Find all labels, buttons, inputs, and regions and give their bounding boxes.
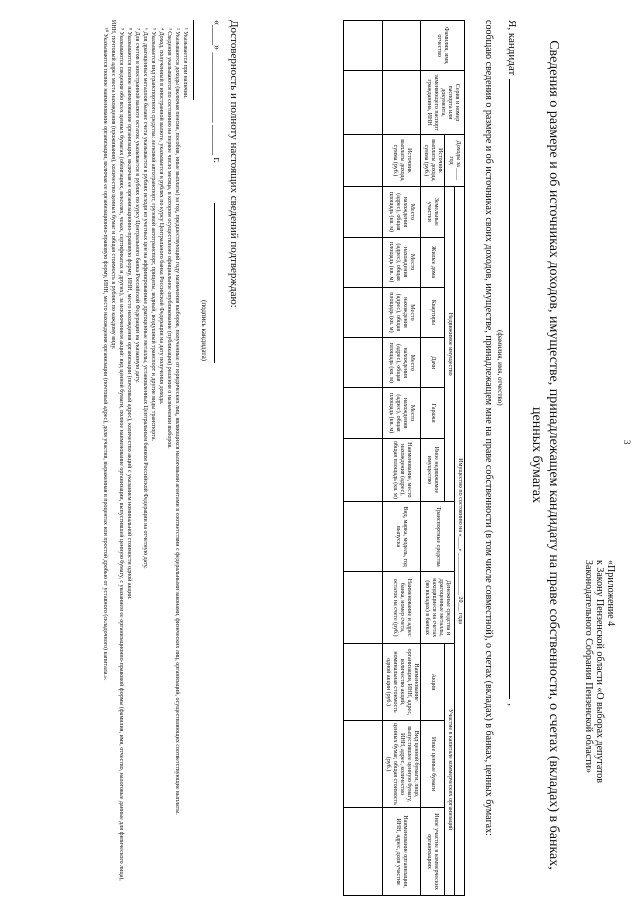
subheader-transport: Вид, марка, модель, год выпуска — [383, 502, 421, 572]
header-passport: Серия и номер паспорта или документа, заменяющего паспорт гражданина, ИНН — [421, 71, 465, 134]
cell-other-participation[interactable] — [344, 808, 383, 896]
confirm-text: Достоверность и полноту настоящих сведений подтверждаю: — [228, 20, 240, 308]
header-other-realty: Иное недвижимое имущество — [421, 438, 445, 501]
cell-garage[interactable] — [344, 388, 383, 438]
date-signature-line — [211, 20, 222, 363]
footnote: ⁴ Доход, полученный в иностранной валюте, указывается в рублях по курсу Центрального банка Российской Федерации на дату получения дохода. — [158, 28, 164, 405]
candidate-caption: (фамилия, имя, отчество) — [496, 330, 504, 406]
cell-dacha[interactable] — [344, 338, 383, 388]
header-shares: Акции — [421, 644, 445, 721]
declaration-table — [343, 20, 465, 896]
footnote: ⁵ Указывается вид транспортного средства: легковой автотранспорт, грузовой автотранспорт, прицепы, водный, воздушный транспорт и другие виды транспорта. — [150, 28, 156, 442]
footnote: ⁷ Для счетов в иностранной валюте остаток указывается в рублях по курсу Центрального банка Российской Федерации на указанную дату. — [134, 28, 140, 383]
cell-other-securities[interactable] — [344, 720, 383, 807]
appendix-line-2: к Закону Пензенской области «О выборах депутатов — [594, 560, 605, 784]
intro-text: сообщаю сведения о размере и об источниках своих доходов, имуществе, принадлежащем мне на праве собственности (в том числе совместной), о счетах (вкладах) в банках, ценных бумагах: — [483, 20, 494, 836]
cell-flat[interactable] — [344, 287, 383, 337]
candidate-prefix: Я, кандидат — [506, 20, 518, 76]
footnotes — [101, 20, 189, 890]
form-title: Сведения о размере и об источниках доходов, имуществе, принадлежащем кандидату на праве собственности, о счетах (вкладах) в банках, ценных бумагах — [529, 40, 561, 870]
signature-caption: (подпись кандидата) — [200, 300, 208, 362]
cell-transport[interactable] — [344, 502, 383, 572]
cell-house[interactable] — [344, 237, 383, 287]
appendix-header — [583, 560, 616, 890]
subheader-other-sec: Вид ценной бумаги, лицо, выпустившее ценную бумагу, ИНН, адрес, количество ценных бумаг, общая стоимость (руб.) — [383, 720, 421, 807]
footnote: ⁹ Указываются сведения обо всех ценных бумагах (облигациях, векселях, чеках, сертификатах и других), за исключением акций: вид ценной бумаги, полное наименование организации, выпустившей ценную бумагу, с указанием ее организационно-правовой формы (фамилия, имя, отчество, налоговые данные для физического лица), ИНН, почтовый адрес места нахождения (проживания), количество ценных бумаг и общая стоимость в рублях по каждому виду. — [110, 20, 124, 881]
subheader-flat-place: Место нахождения (адрес), общая площадь (кв. м) — [383, 287, 421, 337]
signature-field[interactable] — [214, 203, 215, 363]
subheader-income-src: Источник выплаты дохода, сумма (руб.) — [383, 134, 421, 186]
footnote: ⁸ Указываются полное наименование организации, включая ее организационно-правовую форму, ИНН, место нахождения организации (почтовый адрес), количество акций с указанием номинальной стоимости одной акции. — [126, 28, 132, 600]
appendix-line-3: Законодательного Собрания Пензенской области» — [583, 560, 594, 774]
header-land: Земельные участки — [421, 187, 445, 237]
candidate-name-field[interactable] — [509, 79, 510, 699]
header-income: Доходы за ____ год — [445, 134, 465, 186]
table-row — [344, 21, 383, 896]
subheader-land-place: Место нахождения (адрес), общая площадь (кв. м) — [383, 187, 421, 237]
footnote: ² Указываются доходы (включая пенсии, пособия, иные выплаты) за год, предшествующий году назначения выборов, полученные от юридических лиц, являющихся налоговыми агентами в соответствии с федеральными законами, физических лиц, организаций, осуществляющих соответствующие выплаты. — [174, 28, 180, 815]
cell-shares[interactable] — [344, 644, 383, 721]
cell-other-realty[interactable] — [344, 438, 383, 501]
footnote: ¹ Указывается при наличии. — [182, 28, 188, 99]
page-number: 3 — [622, 440, 632, 445]
header-garage: Гаражи — [421, 388, 445, 438]
cell-land[interactable] — [344, 187, 383, 237]
cell-passport[interactable] — [344, 71, 383, 134]
header-flat: Квартиры — [421, 287, 445, 337]
header-name: Фамилия, имя, отчество — [421, 21, 465, 71]
footnote: ³ Сведения указываются по состоянию на первое число месяца, в котором осуществлено официальное опубликование (публикация) решения о назначении выборов. — [166, 28, 172, 449]
subheader-empty-2 — [383, 71, 421, 134]
subheader-other-part: Наименование организации, ИНН, адрес, доля участия — [383, 808, 421, 896]
subheader-dacha-place: Место нахождения (адрес), общая площадь (кв. м) — [383, 338, 421, 388]
header-dacha: Дачи — [421, 338, 445, 388]
subheader-empty-1 — [383, 21, 421, 71]
cell-money[interactable] — [344, 572, 383, 644]
header-transport: Транспортные средства — [421, 502, 455, 572]
footnote: ¹⁰ Указываются полное наименование организации, включая ее организационно-правовую форму, ИНН, место нахождения организации (почтовый адрес), доля участия, выраженная в процентах или простой дробью от уставного (складочного) капитала.». — [102, 28, 109, 681]
date-field[interactable]: «____» ______________ ______ г. — [211, 20, 222, 163]
candidate-line: Я, кандидат, — [506, 20, 518, 707]
subheader-money: Наименование и адрес банка, номер счета, остаток на счете (руб.) — [383, 572, 421, 644]
subheader-other-place: Наименование, место нахождения (адрес), общая площадь (кв. м) — [383, 438, 421, 501]
subheader-garage-place: Место нахождения (адрес), общая площадь (кв. м) — [383, 388, 421, 438]
header-house: Жилые дома — [421, 237, 445, 287]
subheader-house-place: Место нахождения (адрес), общая площадь (кв. м) — [383, 237, 421, 287]
header-realestate: Недвижимое имущество — [445, 187, 455, 502]
header-income-source: Источник выплаты дохода, сумма (руб.) — [421, 134, 445, 186]
cell-name[interactable] — [344, 21, 383, 71]
header-property: Имущество по состоянию на «____» ______________ 20___ года — [455, 187, 465, 896]
header-other-securities: Иные ценные бумаги — [421, 720, 445, 807]
header-commercial: Участие в капитале коммерческих организаций — [445, 644, 455, 896]
footnote-divider — [193, 20, 194, 100]
header-money: Денежные средства и драгоценные металлы, находящиеся на счетах (во вкладах) в банках — [421, 572, 455, 644]
footnote: ⁶ Для драгоценных металлов баланс счета указывается в рублях исходя из учетных цен на аффинированные драгоценные металлы, установленных Центральным банком Российской Федерации на отчетную дату. — [142, 28, 148, 569]
subheader-shares: Наименование организации, ИНН, адрес, количество акций, номинальная стоимость одной акции (руб.) — [383, 644, 421, 721]
appendix-line-1: «Приложение 4 — [605, 560, 616, 627]
cell-income[interactable] — [344, 134, 383, 186]
header-other-participation: Иное участие в коммерческих организациях — [421, 808, 445, 896]
